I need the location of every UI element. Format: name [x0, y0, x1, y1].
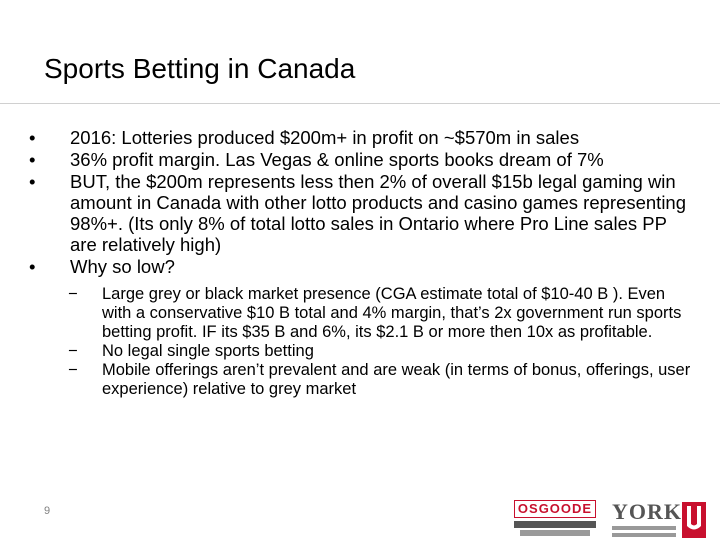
york-wordmark: YORK	[612, 499, 682, 524]
bullet-item	[26, 256, 694, 277]
bullet-icon: •	[29, 171, 36, 192]
sub-bullet-text: No legal single sports betting	[102, 342, 314, 360]
bullet-icon: •	[29, 127, 36, 148]
bullet-item	[26, 127, 694, 148]
sub-bullet-list	[26, 285, 694, 399]
slide-title: Sports Betting in Canada	[44, 53, 356, 84]
sub-bullet-item	[26, 342, 694, 361]
osgoode-subtitle-bar	[514, 521, 596, 528]
sub-bullet-item	[26, 361, 694, 399]
york-u-icon	[682, 502, 706, 538]
dash-icon: −	[68, 285, 78, 303]
sub-bullet-text: Mobile offerings aren’t prevalent and are weak (in terms of bonus, offerings, user experience) relative to grey market	[102, 361, 691, 398]
osgoode-subtitle-bar	[520, 530, 590, 536]
bullet-text: 36% profit margin. Las Vegas & online sports books dream of 7%	[70, 149, 604, 170]
york-subtitle-bar	[612, 526, 676, 530]
dash-icon: −	[68, 361, 78, 379]
dash-icon: −	[68, 342, 78, 360]
york-subtitle-bar	[612, 533, 676, 537]
osgoode-wordmark: OSGOODE	[514, 500, 596, 518]
footer-logos	[512, 496, 708, 540]
york-logo	[612, 498, 708, 540]
bullet-icon: •	[29, 256, 36, 277]
bullet-text: BUT, the $200m represents less then 2% of overall $15b legal gaming win amount in Canada with other lotto products and casino games representing 98%+. (Its only 8% of total lotto sales in Ontario where Pro Line sales PP are relatively high)	[70, 171, 687, 255]
slide-body	[26, 127, 694, 399]
bullet-item	[26, 171, 694, 255]
osgoode-logo	[514, 500, 596, 538]
bullet-icon: •	[29, 149, 36, 170]
sub-bullet-text: Large grey or black market presence (CGA estimate total of $10-40 B ). Even with a conservative $10 B total and 4% margin, that’s 2x government run sports betting profit. IF its $35 B and 6%, its $2.1 B or more then 10x as profitable.	[102, 285, 682, 341]
sub-bullet-item	[26, 285, 694, 342]
title-divider	[0, 103, 720, 104]
bullet-text: Why so low?	[70, 256, 175, 277]
bullet-item	[26, 149, 694, 170]
bullet-text: 2016: Lotteries produced $200m+ in profit on ~$570m in sales	[70, 127, 580, 148]
page-number: 9	[44, 505, 51, 517]
